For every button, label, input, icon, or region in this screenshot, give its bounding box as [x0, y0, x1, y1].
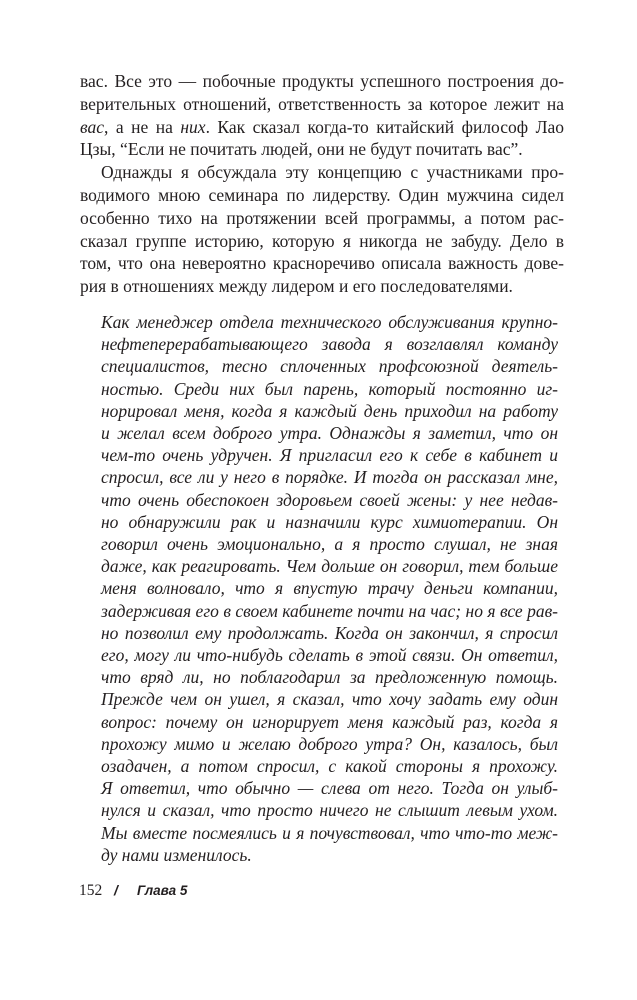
quote-line: норировал меня, когда я каждый день приходил на работу: [101, 400, 558, 421]
quote-line: задерживая его в своем кабинете почти на час; но я все рав-: [101, 600, 558, 621]
text-line: Однажды я обсуждала эту концепцию с участниками про-: [101, 162, 564, 183]
main-text: [80, 70, 564, 298]
quote-line: Я ответил, что обычно — слева от него. Тогда он улыб-: [101, 778, 558, 799]
paragraph: [80, 161, 564, 298]
quote-line: нефтеперерабатывающего завода я возглавлял команду: [101, 334, 558, 355]
quote-line: Как менеджер отдела технического обслуживания крупно-: [101, 312, 558, 332]
quote-line: нулся и сказал, что просто ничего не слышит левым ухом.: [101, 800, 558, 821]
footer-separator: /: [114, 882, 118, 898]
quote-line: что очень обеспокоен здоровьем своей жены: у нее недав-: [101, 489, 558, 510]
quote-line: вопрос: почему он игнорирует меня каждый раз, когда я: [101, 711, 558, 732]
quote-line: но позволил ему продолжать. Когда он закончил, я спросил: [101, 622, 558, 643]
text-line: водимого мною семинара по лидерству. Один мужчина сидел: [80, 184, 564, 205]
text-line: том, что она невероятно красноречиво описала важность дове-: [80, 253, 564, 274]
quote-line: озадачен, а потом спросил, с какой стороны я прохожу.: [101, 756, 558, 777]
quote-line: ностью. Среди них был парень, который постоянно иг-: [101, 378, 558, 399]
quote-line: ду нами изменилось.: [101, 844, 252, 865]
text-line: верительных отношений, ответственность за которое лежит на: [80, 93, 564, 114]
text-segment: . Как сказал когда-то китайский философ Лао: [205, 116, 564, 137]
quote-line: и желал всем доброго утра. Однажды я заметил, что он: [101, 423, 558, 444]
quote-line: меня волновало, что я впустую трачу деньги компании,: [101, 578, 558, 599]
emphasis: вас: [80, 116, 104, 137]
quote-line: его, могу ли что-нибудь сделать в этой связи. Он ответил,: [101, 645, 558, 666]
emphasis: них: [180, 116, 206, 137]
quote-line: но обнаружили рак и назначили курс химиотерапии. Он: [101, 511, 558, 532]
text-segment: , а не на: [104, 116, 181, 137]
text-line: [80, 116, 564, 139]
page-footer: [0, 882, 637, 906]
quote-line: чем-то очень удручен. Я пригласил его к себе в кабинет и: [101, 445, 558, 466]
block-quote: [101, 311, 558, 866]
quote-line: специалистов, тесно сплоченных профсоюзной деятель-: [101, 356, 558, 377]
quote-line: даже, как реагировать. Чем дольше он говорил, тем больше: [101, 556, 558, 577]
text-line: Цзы, “Если не почитать людей, они не будут почитать вас”.: [80, 139, 523, 160]
quote-line: Мы вместе посмеялись и я почувствовал, что что-то меж-: [101, 822, 558, 843]
quote-line: говорил очень эмоционально, а я просто слушал, не зная: [101, 534, 558, 555]
quote-line: что вряд ли, но поблагодарил за предложенную помощь.: [101, 667, 558, 688]
text-line: вас. Все это — побочные продукты успешного построения до-: [80, 71, 564, 91]
quote-line: прохожу мимо и желаю доброго утра? Он, казалось, был: [101, 733, 558, 754]
page-number: 152: [79, 882, 103, 899]
text-line: рия в отношениях между лидером и его последователями.: [80, 276, 513, 297]
quote-line: Прежде чем он ушел, я сказал, что хочу задать ему один: [101, 689, 558, 710]
chapter-label: Глава 5: [137, 883, 188, 898]
quote-line: спросил, все ли у него в порядке. И тогда он рассказал мне,: [101, 467, 558, 488]
text-line: особенно тихо на протяжении всей программы, а потом рас-: [80, 207, 564, 228]
paragraph: [80, 70, 564, 161]
text-line: сказал группе историю, которую я никогда не забуду. Дело в: [80, 230, 564, 251]
